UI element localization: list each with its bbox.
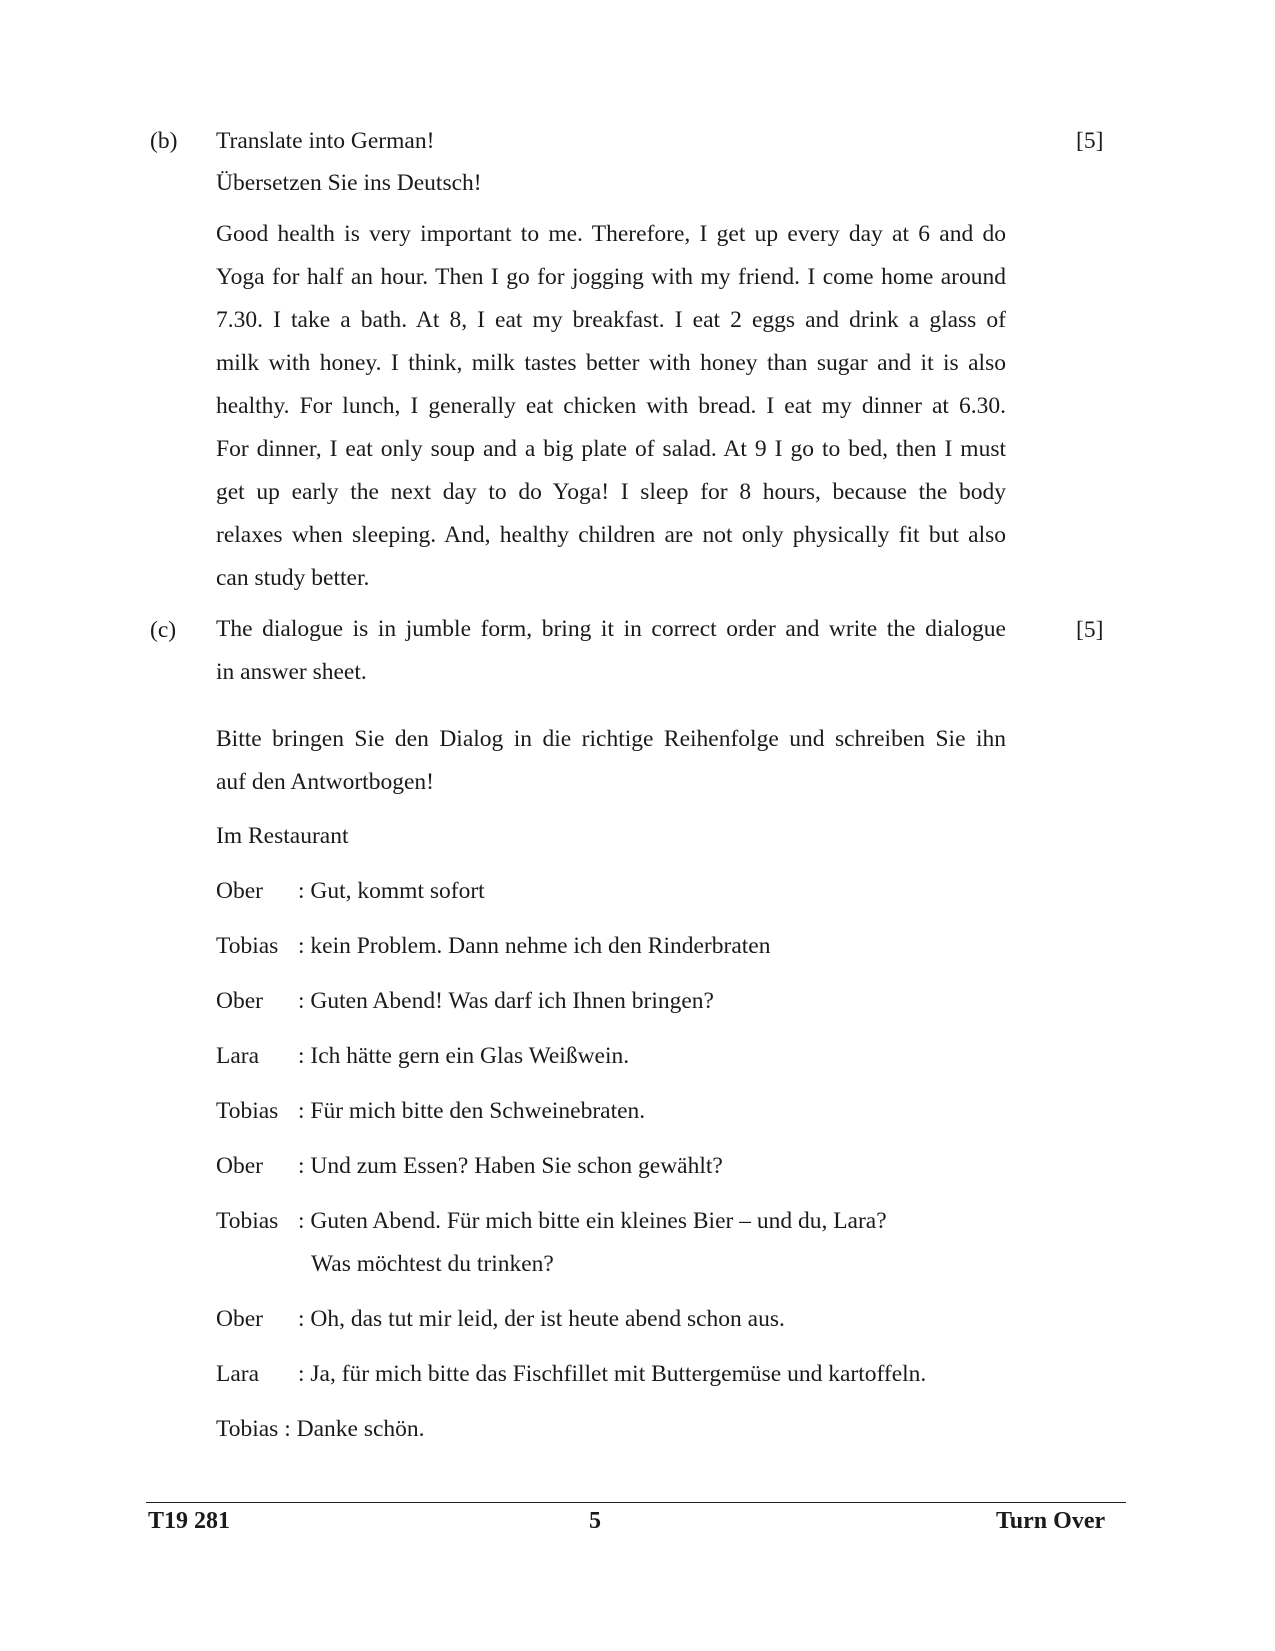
- dialogue-line: : Ja, für mich bitte das Fischfillet mit Buttergemüse und kartoffeln.: [298, 1361, 927, 1387]
- dialogue-speaker: Ober: [216, 988, 263, 1014]
- dialogue-speaker: Ober: [216, 878, 263, 904]
- passage-line: For dinner, I eat only soup and a big plate of salad. At 9 I go to bed, then I must: [216, 436, 1006, 462]
- instruction-line: The dialogue is in jumble form, bring it in correct order and write the dialogue: [216, 616, 1006, 642]
- dialogue-line-continuation: Was möchtest du trinken?: [311, 1251, 554, 1277]
- passage-line: healthy. For lunch, I generally eat chicken with bread. I eat my dinner at 6.30.: [216, 393, 1006, 419]
- footer-divider: [146, 1502, 1126, 1503]
- dialogue-speaker: [216, 1416, 425, 1443]
- dialogue-line: : Und zum Essen? Haben Sie schon gewählt?: [298, 1153, 723, 1179]
- passage-line: can study better.: [216, 565, 370, 591]
- dialogue-speaker-name: Tobias: [216, 1416, 279, 1442]
- dialogue-line: : Ich hätte gern ein Glas Weißwein.: [298, 1043, 630, 1069]
- instruction-line: in answer sheet.: [216, 659, 367, 685]
- dialogue-line: : Für mich bitte den Schweinebraten.: [298, 1098, 646, 1124]
- dialogue-line: : Gut, kommt sofort: [298, 878, 485, 904]
- turn-over-label: Turn Over: [996, 1508, 1106, 1534]
- passage-line: Yoga for half an hour. Then I go for jogging with my friend. I come home around: [216, 264, 1006, 290]
- passage-line: Good health is very important to me. Therefore, I get up every day at 6 and do: [216, 221, 1006, 247]
- question-b-marks: [5]: [1076, 128, 1104, 154]
- dialogue-speaker: Tobias: [216, 1208, 279, 1234]
- dialogue-speaker: Tobias: [216, 933, 279, 959]
- paper-code: T19 281: [148, 1508, 231, 1534]
- dialogue-line: : kein Problem. Dann nehme ich den Rinderbraten: [298, 933, 771, 959]
- question-c-instruction-en: [216, 608, 1006, 694]
- question-c-marks: [5]: [1076, 617, 1104, 643]
- question-c-label: (c): [150, 617, 177, 643]
- dialogue-line: : Guten Abend! Was darf ich Ihnen bringen?: [298, 988, 714, 1014]
- dialogue-speaker: Ober: [216, 1306, 263, 1332]
- dialogue-speaker: Lara: [216, 1361, 260, 1387]
- passage-line: relaxes when sleeping. And, healthy children are not only physically fit but also: [216, 522, 1006, 548]
- dialogue-line: : Oh, das tut mir leid, der ist heute abend schon aus.: [298, 1306, 785, 1332]
- passage-line: get up early the next day to do Yoga! I sleep for 8 hours, because the body: [216, 479, 1006, 505]
- question-b-instruction-en: Translate into German!: [216, 128, 435, 154]
- page-number: 5: [589, 1508, 601, 1534]
- dialogue-line: : Guten Abend. Für mich bitte ein kleines Bier – und du, Lara?: [298, 1208, 887, 1234]
- dialogue-speaker: Tobias: [216, 1098, 279, 1124]
- instruction-line: auf den Antwortbogen!: [216, 769, 434, 795]
- question-b-label: (b): [150, 128, 178, 154]
- dialogue-speaker: Ober: [216, 1153, 263, 1179]
- passage-line: milk with honey. I think, milk tastes better with honey than sugar and it is also: [216, 350, 1006, 376]
- passage-line: 7.30. I take a bath. At 8, I eat my breakfast. I eat 2 eggs and drink a glass of: [216, 307, 1006, 333]
- scene-title: Im Restaurant: [216, 823, 349, 849]
- dialogue-speaker: Lara: [216, 1043, 260, 1069]
- question-b-instruction-de: Übersetzen Sie ins Deutsch!: [216, 170, 482, 196]
- question-c-instruction-de: [216, 718, 1006, 804]
- dialogue-line: : Danke schön.: [284, 1416, 425, 1442]
- instruction-line: Bitte bringen Sie den Dialog in die richtige Reihenfolge und schreiben Sie ihn: [216, 726, 1006, 752]
- question-b-passage: [216, 213, 1006, 600]
